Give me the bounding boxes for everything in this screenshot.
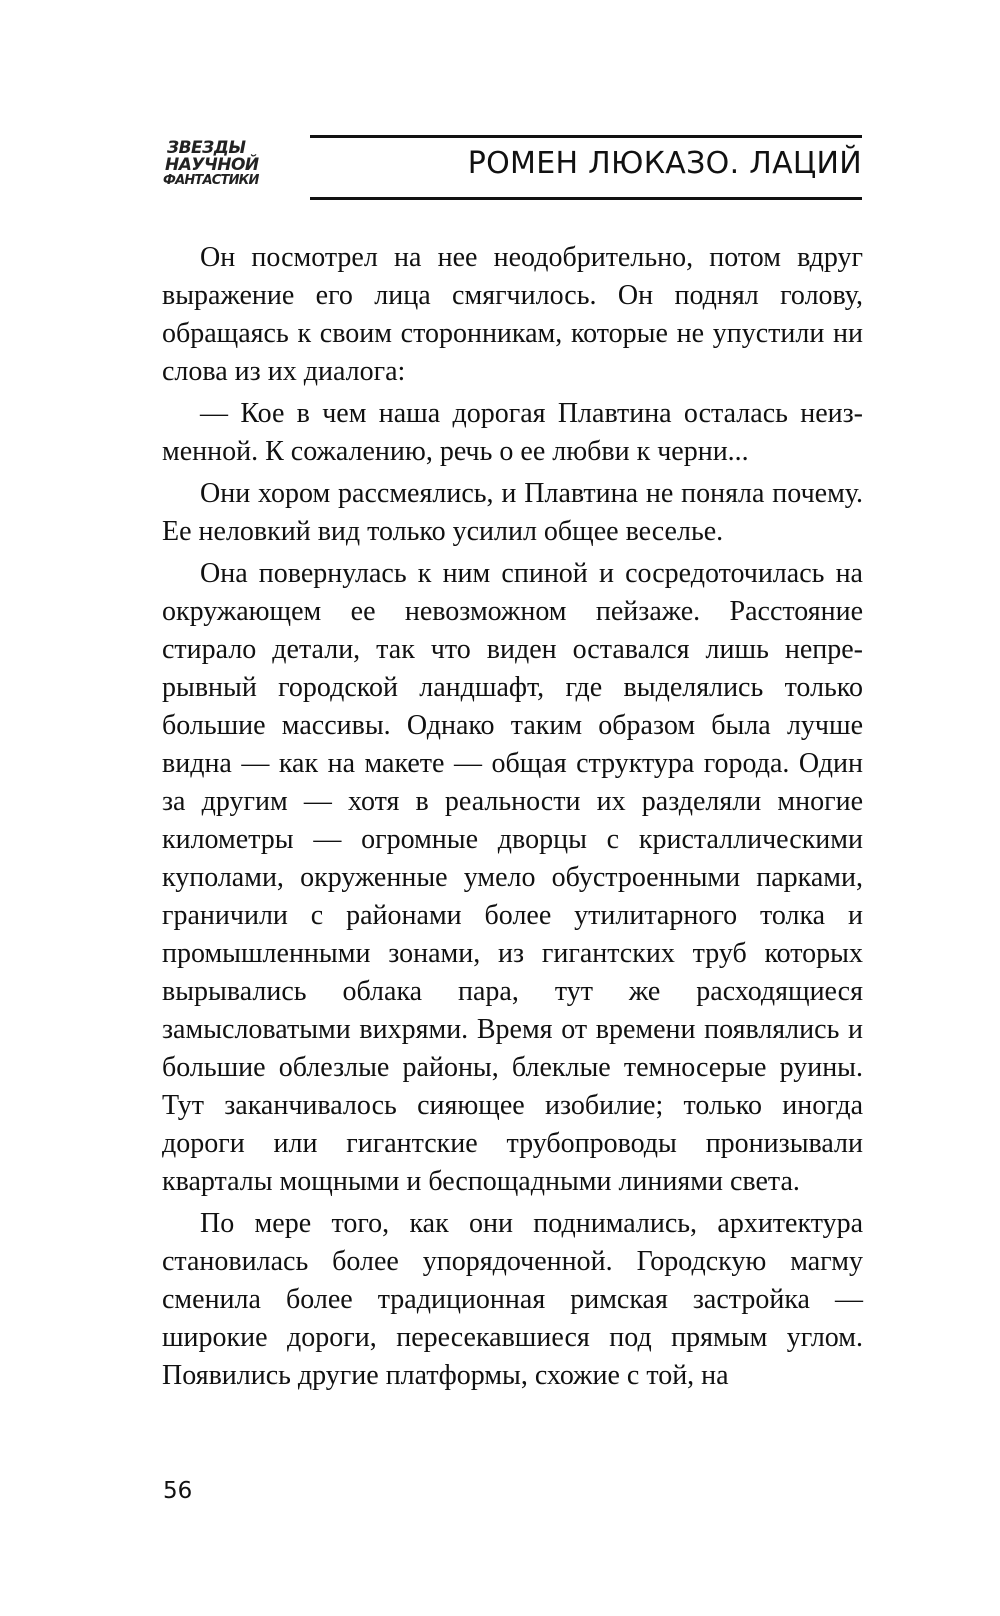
paragraph: Они хором рассмеялись, и Плавтина не поняла почему. Ее неловкий вид только усилил общее веселье. xyxy=(162,478,863,547)
series-logo-line-1: ЗВЕЗДЫ xyxy=(167,138,246,158)
body-text xyxy=(162,239,863,1399)
running-head: РОМЕН ЛЮКАЗО. ЛАЦИЙ xyxy=(467,146,862,181)
paragraph: Он посмотрел на нее неодобрительно, потом вдруг выражение его лица смягчилось. Он поднял голову, обращаясь к своим сторонникам, которые не упустили ни слова из их диалога: xyxy=(162,242,863,387)
paragraph: Она повернулась к ним спиной и сосредоточилась на окружающем ее невозможном пейзаже. Расстояние стирало детали, так что виден оставался лишь непрерывный городской ландшафт, где выделялись только большие массивы. Однако таким образом была лучше видна — как на макете — общая структура города. Один за другим — хотя в реальности их разделяли многие километры — огромные дворцы с кристаллическими куполами, окруженные умело обустроенными парками, граничили с районами более утилитарного толка и промышленными зонами, из гигантских труб которых вырывались облака пара, тут же расходящиеся замысловатыми вихрями. Время от времени появлялись и большие облезлые районы, блеклые темносерые руины. Тут заканчивалось сияющее изобилие; только иногда дороги или гигантские трубопроводы пронизывали кварталы мощными и беспощадными линиями света. xyxy=(162,558,863,1197)
header-rule-top xyxy=(310,135,862,138)
series-logo xyxy=(163,140,271,192)
header-rule-bottom xyxy=(310,197,862,200)
paragraph: — Кое в чем наша дорогая Плавтина осталась неизменной. К сожалению, речь о ее любви к черни... xyxy=(162,398,863,467)
series-logo-line-3: ФАНТАСТИКИ xyxy=(163,173,259,188)
series-logo-line-2: НАУЧНОЙ xyxy=(165,155,259,175)
page-number: 56 xyxy=(163,1478,193,1504)
paragraph: По мере того, как они поднимались, архитектура становилась более упорядоченной. Городскую магму сменила более традиционная римская застройка — широкие дороги, пересекавшиеся под прямым углом. Появились другие платформы, схожие с той, на xyxy=(162,1208,863,1391)
